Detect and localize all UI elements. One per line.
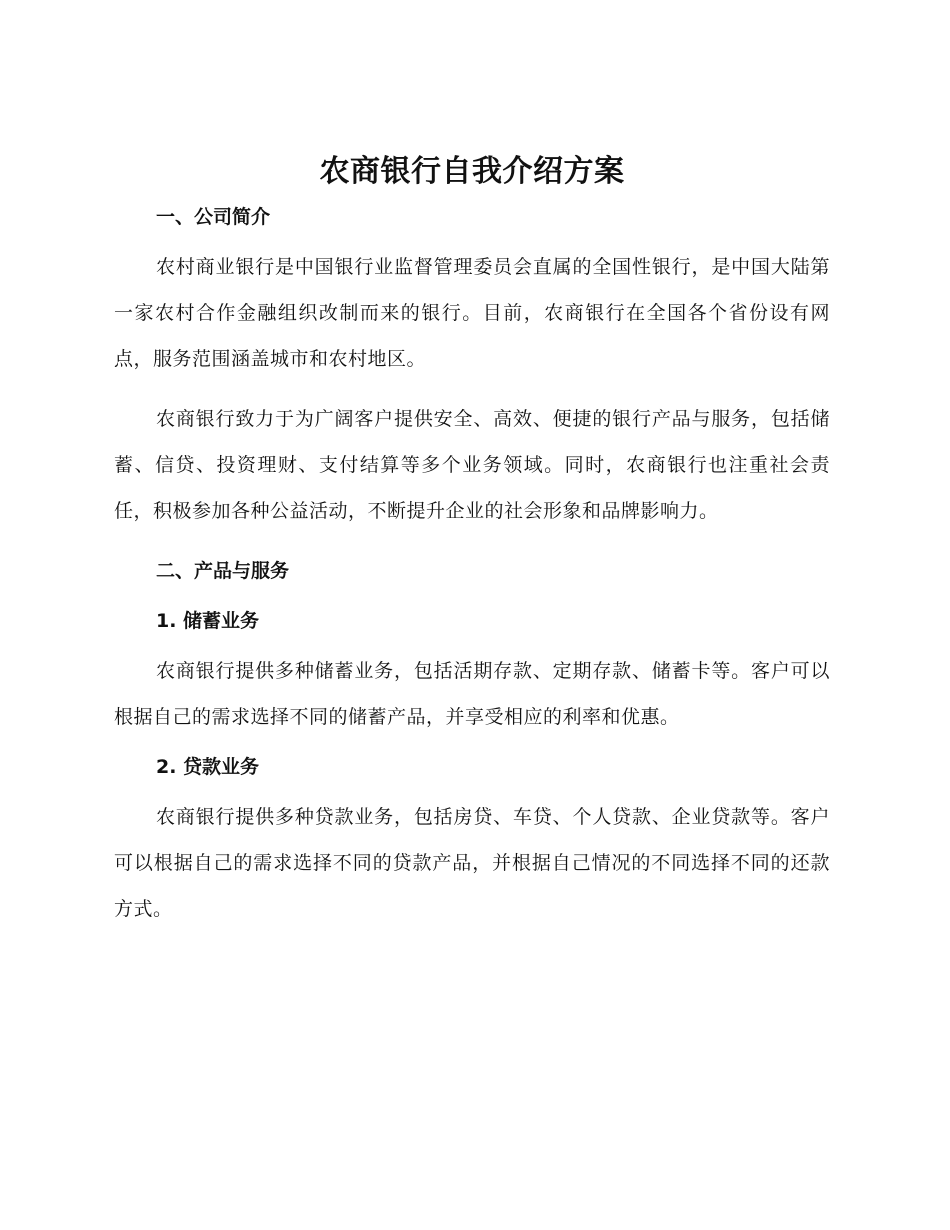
spacer <box>114 740 830 754</box>
document-title: 农商银行自我介绍方案 <box>319 154 625 189</box>
subsection-heading-savings: 1. 储蓄业务 <box>156 610 260 632</box>
spacer <box>114 382 830 396</box>
paragraph-company-intro-1: 农村商业银行是中国银行业监督管理委员会直属的全国性银行，是中国大陆第一家农村合作金融组织改制而来的银行。目前，农商银行在全国各个省份设有网点，服务范围涵盖城市和农村地区。 <box>114 256 830 370</box>
spacer <box>114 534 830 558</box>
section-heading-products-services: 二、产品与服务 <box>156 560 290 582</box>
paragraph-loans: 农商银行提供多种贷款业务，包括房贷、车贷、个人贷款、企业贷款等。客户可以根据自己的需求选择不同的贷款产品，并根据自己情况的不同选择不同的还款方式。 <box>114 806 830 920</box>
subsection-heading-loans: 2. 贷款业务 <box>156 756 260 778</box>
spacer <box>114 584 830 608</box>
spacer <box>114 230 830 244</box>
spacer <box>114 634 830 648</box>
document-page <box>114 150 830 932</box>
paragraph-savings: 农商银行提供多种储蓄业务，包括活期存款、定期存款、储蓄卡等。客户可以根据自己的需求选择不同的储蓄产品，并享受相应的利率和优惠。 <box>114 660 830 728</box>
paragraph-company-intro-2: 农商银行致力于为广阔客户提供安全、高效、便捷的银行产品与服务，包括储蓄、信贷、投资理财、支付结算等多个业务领域。同时，农商银行也注重社会责任，积极参加各种公益活动，不断提升企业的社会形象和品牌影响力。 <box>114 408 830 522</box>
spacer <box>114 780 830 794</box>
section-heading-company-intro: 一、公司简介 <box>156 206 271 228</box>
